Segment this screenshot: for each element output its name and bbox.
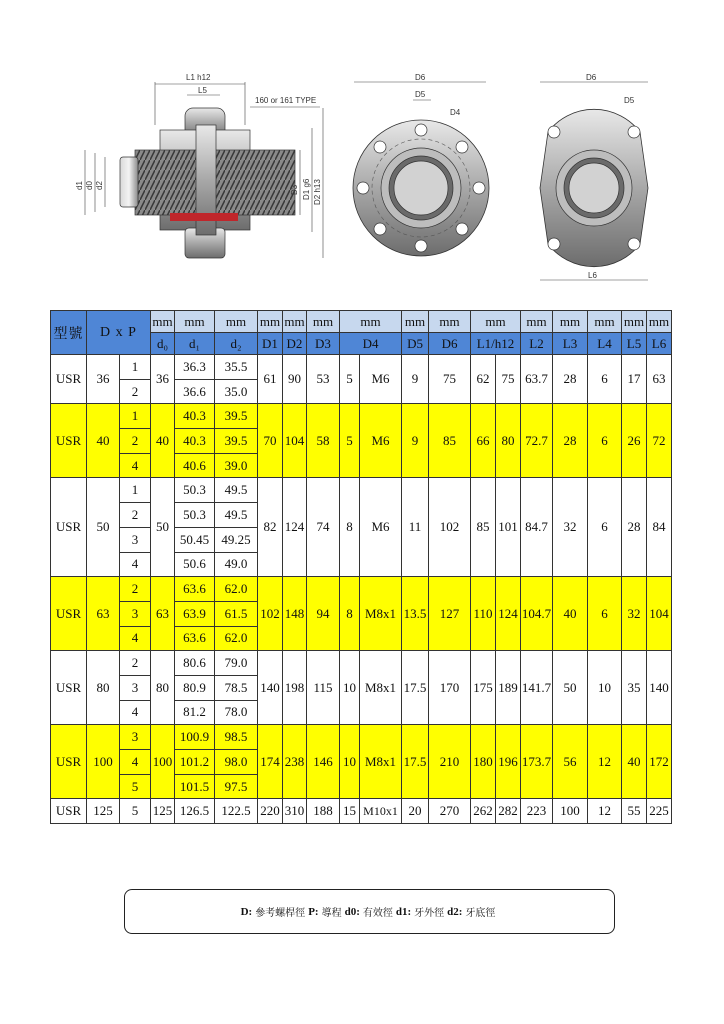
cell-D3: 115 <box>307 651 340 725</box>
unit-cell: mm <box>588 311 622 333</box>
unit-cell: mm <box>340 311 402 333</box>
cell-D6: 75 <box>429 355 471 404</box>
cell-d2: 79.0 <box>215 651 258 676</box>
table-row <box>51 651 697 676</box>
cell-L5: 28 <box>622 478 647 577</box>
cell-P: 4 <box>120 552 151 577</box>
cell-D: 50 <box>87 478 120 577</box>
table-row <box>51 725 697 750</box>
unit-cell: mm <box>258 311 283 333</box>
cell-L5: 35 <box>622 651 647 725</box>
header-model: 型號 <box>51 311 87 355</box>
cell-P: 5 <box>120 774 151 799</box>
cell-D4-count: 8 <box>340 577 360 651</box>
cell-D2: 148 <box>283 577 307 651</box>
col-header: L3 <box>553 333 588 355</box>
cell-L2: 63.7 <box>521 355 553 404</box>
cell-L3: 50 <box>553 651 588 725</box>
cell-P: 2 <box>120 429 151 454</box>
cell-h12: 282 <box>496 799 521 824</box>
cell-L3: 100 <box>553 799 588 824</box>
cell-P: 4 <box>120 700 151 725</box>
cell-model: USR <box>51 355 87 404</box>
cell-P: 2 <box>120 379 151 404</box>
cell-h12: 196 <box>496 725 521 799</box>
cell-L4: 10 <box>588 651 622 725</box>
cell-d2: 39.5 <box>215 404 258 429</box>
cell-L3: 56 <box>553 725 588 799</box>
cell-d2: 49.5 <box>215 503 258 528</box>
cell-d2: 98.5 <box>215 725 258 750</box>
col-header: D6 <box>429 333 471 355</box>
cell-D2: 238 <box>283 725 307 799</box>
flat-l6-label: L6 <box>588 271 597 280</box>
table-row <box>51 404 697 429</box>
cell-L1: 62 <box>471 355 496 404</box>
cell-d2: 35.5 <box>215 355 258 380</box>
cell-d0: 50 <box>151 478 175 577</box>
cell-L6: 225 <box>647 799 672 824</box>
cell-D5: 20 <box>402 799 429 824</box>
front-d4-label: D4 <box>450 108 461 117</box>
cell-D4-count: 15 <box>340 799 360 824</box>
cell-P: 3 <box>120 675 151 700</box>
d1g6-label: D1 g6 <box>302 178 311 200</box>
cell-L1: 180 <box>471 725 496 799</box>
legend-key-d2: d2: <box>447 905 463 918</box>
unit-cell: mm <box>307 311 340 333</box>
cell-L2: 104.7 <box>521 577 553 651</box>
col-header: L4 <box>588 333 622 355</box>
cell-D1: 140 <box>258 651 283 725</box>
cell-d1: 63.9 <box>175 601 215 626</box>
cell-L4: 12 <box>588 799 622 824</box>
cell-L4: 6 <box>588 577 622 651</box>
cell-L5: 17 <box>622 355 647 404</box>
legend-box <box>124 889 615 934</box>
cell-D1: 61 <box>258 355 283 404</box>
cell-d0: 40 <box>151 404 175 478</box>
cell-d2: 78.5 <box>215 675 258 700</box>
cell-D1: 70 <box>258 404 283 478</box>
cell-h12: 124 <box>496 577 521 651</box>
technical-drawings <box>0 0 724 300</box>
cell-P: 3 <box>120 725 151 750</box>
cell-d1: 40.3 <box>175 429 215 454</box>
cell-d0: 125 <box>151 799 175 824</box>
cell-h12: 101 <box>496 478 521 577</box>
cell-D6: 102 <box>429 478 471 577</box>
cell-D4-count: 10 <box>340 651 360 725</box>
cell-P: 4 <box>120 453 151 478</box>
cell-D4-count: 10 <box>340 725 360 799</box>
flat-d5-label: D5 <box>624 96 635 105</box>
cell-model: USR <box>51 799 87 824</box>
cell-D5: 9 <box>402 404 429 478</box>
legend-value-d2: 牙底徑 <box>465 908 496 919</box>
cell-D1: 220 <box>258 799 283 824</box>
cell-L3: 28 <box>553 404 588 478</box>
cell-L1: 66 <box>471 404 496 478</box>
table-row <box>51 799 697 824</box>
cell-d1: 50.45 <box>175 527 215 552</box>
cell-D: 36 <box>87 355 120 404</box>
l5-label: L5 <box>198 86 207 95</box>
cell-P: 4 <box>120 750 151 775</box>
cell-model: USR <box>51 404 87 478</box>
cell-d1: 40.6 <box>175 453 215 478</box>
cell-D4-thread: M10x1 <box>360 799 402 824</box>
cell-d1: 80.6 <box>175 651 215 676</box>
spec-table <box>50 310 697 824</box>
col-header: D4 <box>340 333 402 355</box>
front-d5-label: D5 <box>415 90 426 99</box>
cell-D3: 58 <box>307 404 340 478</box>
unit-cell: mm <box>175 311 215 333</box>
cell-L3: 28 <box>553 355 588 404</box>
cell-L2: 173.7 <box>521 725 553 799</box>
cell-h12: 75 <box>496 355 521 404</box>
front-d6-label: D6 <box>415 73 426 82</box>
unit-cell: mm <box>647 311 672 333</box>
unit-cell: mm <box>215 311 258 333</box>
legend-key-d0: d0: <box>344 905 360 918</box>
cell-D6: 170 <box>429 651 471 725</box>
unit-cell: mm <box>151 311 175 333</box>
cell-L5: 40 <box>622 725 647 799</box>
cell-d1: 50.3 <box>175 503 215 528</box>
cell-D: 40 <box>87 404 120 478</box>
cell-d2: 49.0 <box>215 552 258 577</box>
cell-d1: 100.9 <box>175 725 215 750</box>
d0-label: d0 <box>85 181 94 190</box>
cell-model: USR <box>51 478 87 577</box>
cell-d0: 36 <box>151 355 175 404</box>
cell-d2: 62.0 <box>215 626 258 651</box>
cell-D6: 127 <box>429 577 471 651</box>
cell-L1: 262 <box>471 799 496 824</box>
cell-D6: 270 <box>429 799 471 824</box>
cell-D2: 310 <box>283 799 307 824</box>
legend-key-d: D: <box>240 905 253 918</box>
spec-table-body <box>51 355 697 824</box>
cell-D: 80 <box>87 651 120 725</box>
cell-P: 4 <box>120 626 151 651</box>
cell-L3: 32 <box>553 478 588 577</box>
unit-cell: mm <box>283 311 307 333</box>
cell-D1: 174 <box>258 725 283 799</box>
cell-P: 2 <box>120 577 151 602</box>
cell-D4-thread: M8x1 <box>360 577 402 651</box>
side-view-drawing <box>75 73 323 258</box>
cell-D5: 13.5 <box>402 577 429 651</box>
cell-d0: 100 <box>151 725 175 799</box>
cell-L6: 140 <box>647 651 672 725</box>
cell-D4-thread: M6 <box>360 404 402 478</box>
legend-value-d1: 牙外徑 <box>414 908 445 919</box>
col-header: L1/h12 <box>471 333 521 355</box>
cell-d2: 49.25 <box>215 527 258 552</box>
cell-d2: 97.5 <box>215 774 258 799</box>
cell-D3: 146 <box>307 725 340 799</box>
col-header: L2 <box>521 333 553 355</box>
cell-d2: 78.0 <box>215 700 258 725</box>
cell-L1: 85 <box>471 478 496 577</box>
cell-d0: 80 <box>151 651 175 725</box>
cell-D2: 124 <box>283 478 307 577</box>
cell-L4: 6 <box>588 478 622 577</box>
cell-L3: 40 <box>553 577 588 651</box>
cell-L5: 26 <box>622 404 647 478</box>
unit-cell: mm <box>429 311 471 333</box>
cell-d1: 50.3 <box>175 478 215 503</box>
cell-D4-thread: M6 <box>360 478 402 577</box>
col-header: D1 <box>258 333 283 355</box>
col-header: D2 <box>283 333 307 355</box>
unit-cell: mm <box>521 311 553 333</box>
cell-D4-count: 5 <box>340 355 360 404</box>
legend-value-d: 參考螺桿徑 <box>255 908 306 919</box>
flat-view-drawing <box>540 73 648 280</box>
cell-D2: 104 <box>283 404 307 478</box>
cell-d2: 39.0 <box>215 453 258 478</box>
cell-L6: 104 <box>647 577 672 651</box>
cell-D5: 17.5 <box>402 725 429 799</box>
cell-L2: 72.7 <box>521 404 553 478</box>
header-dxp: D x P <box>87 311 151 355</box>
cell-d1: 40.3 <box>175 404 215 429</box>
cell-d2: 49.5 <box>215 478 258 503</box>
cell-L6: 63 <box>647 355 672 404</box>
cell-d1: 63.6 <box>175 626 215 651</box>
cell-d1: 36.6 <box>175 379 215 404</box>
cell-d2: 98.0 <box>215 750 258 775</box>
cell-D3: 74 <box>307 478 340 577</box>
unit-cell: mm <box>471 311 521 333</box>
cell-D3: 53 <box>307 355 340 404</box>
cell-d1: 101.5 <box>175 774 215 799</box>
d2-label: d2 <box>95 181 104 190</box>
cell-D: 100 <box>87 725 120 799</box>
flat-d6-label: D6 <box>586 73 597 82</box>
cell-P: 5 <box>120 799 151 824</box>
cell-L1: 175 <box>471 651 496 725</box>
cell-d1: 80.9 <box>175 675 215 700</box>
col-header: D3 <box>307 333 340 355</box>
cell-d2: 35.0 <box>215 379 258 404</box>
table-row <box>51 577 697 602</box>
col-header: d₀ <box>151 333 175 355</box>
col-header: d₂ <box>215 333 258 355</box>
cell-d1: 126.5 <box>175 799 215 824</box>
cell-model: USR <box>51 651 87 725</box>
cell-d2: 39.5 <box>215 429 258 454</box>
cell-D5: 11 <box>402 478 429 577</box>
cell-D1: 82 <box>258 478 283 577</box>
cell-P: 3 <box>120 601 151 626</box>
cell-L2: 84.7 <box>521 478 553 577</box>
cell-L5: 55 <box>622 799 647 824</box>
col-header: L6 <box>647 333 672 355</box>
cell-D4-thread: M8x1 <box>360 725 402 799</box>
cell-D: 63 <box>87 577 120 651</box>
cell-D5: 17.5 <box>402 651 429 725</box>
cell-h12: 189 <box>496 651 521 725</box>
cell-P: 2 <box>120 651 151 676</box>
cell-L2: 223 <box>521 799 553 824</box>
cell-L1: 110 <box>471 577 496 651</box>
cell-D2: 198 <box>283 651 307 725</box>
cell-model: USR <box>51 725 87 799</box>
cell-D5: 9 <box>402 355 429 404</box>
cell-L6: 172 <box>647 725 672 799</box>
d3-label: D3 <box>290 184 299 195</box>
legend-value-p: 導程 <box>321 908 342 919</box>
cell-P: 3 <box>120 527 151 552</box>
table-row <box>51 355 697 380</box>
cell-D1: 102 <box>258 577 283 651</box>
cell-model: USR <box>51 577 87 651</box>
cell-D4-thread: M8x1 <box>360 651 402 725</box>
cell-d1: 63.6 <box>175 577 215 602</box>
unit-cell: mm <box>553 311 588 333</box>
cell-d1: 50.6 <box>175 552 215 577</box>
cell-d2: 122.5 <box>215 799 258 824</box>
cell-d1: 81.2 <box>175 700 215 725</box>
cell-P: 1 <box>120 404 151 429</box>
unit-cell: mm <box>622 311 647 333</box>
legend-key-p: P: <box>308 905 319 918</box>
cell-d0: 63 <box>151 577 175 651</box>
cell-P: 1 <box>120 478 151 503</box>
cell-L4: 6 <box>588 355 622 404</box>
cell-D4-count: 8 <box>340 478 360 577</box>
cell-D3: 94 <box>307 577 340 651</box>
cell-L2: 141.7 <box>521 651 553 725</box>
cell-D6: 85 <box>429 404 471 478</box>
table-row <box>51 478 697 503</box>
cell-P: 2 <box>120 503 151 528</box>
legend-key-d1: d1: <box>395 905 412 918</box>
col-header: D5 <box>402 333 429 355</box>
cell-d2: 61.5 <box>215 601 258 626</box>
cell-d2: 62.0 <box>215 577 258 602</box>
legend-value-d0: 有效徑 <box>362 908 393 919</box>
type-note: 160 or 161 TYPE <box>255 96 317 105</box>
cell-L6: 72 <box>647 404 672 478</box>
cell-d1: 36.3 <box>175 355 215 380</box>
cell-D6: 210 <box>429 725 471 799</box>
col-header: d₁ <box>175 333 215 355</box>
front-view-drawing <box>353 73 489 256</box>
col-header: L5 <box>622 333 647 355</box>
cell-h12: 80 <box>496 404 521 478</box>
l1-label: L1 h12 <box>186 73 211 82</box>
cell-L4: 12 <box>588 725 622 799</box>
cell-D4-count: 5 <box>340 404 360 478</box>
cell-P: 1 <box>120 355 151 380</box>
d1-label: d1 <box>75 181 84 190</box>
cell-D2: 90 <box>283 355 307 404</box>
cell-L4: 6 <box>588 404 622 478</box>
unit-cell: mm <box>402 311 429 333</box>
cell-L6: 84 <box>647 478 672 577</box>
cell-d1: 101.2 <box>175 750 215 775</box>
cell-D3: 188 <box>307 799 340 824</box>
cell-D4-thread: M6 <box>360 355 402 404</box>
cell-L5: 32 <box>622 577 647 651</box>
d2h13-label: D2 h13 <box>313 179 322 205</box>
cell-D: 125 <box>87 799 120 824</box>
